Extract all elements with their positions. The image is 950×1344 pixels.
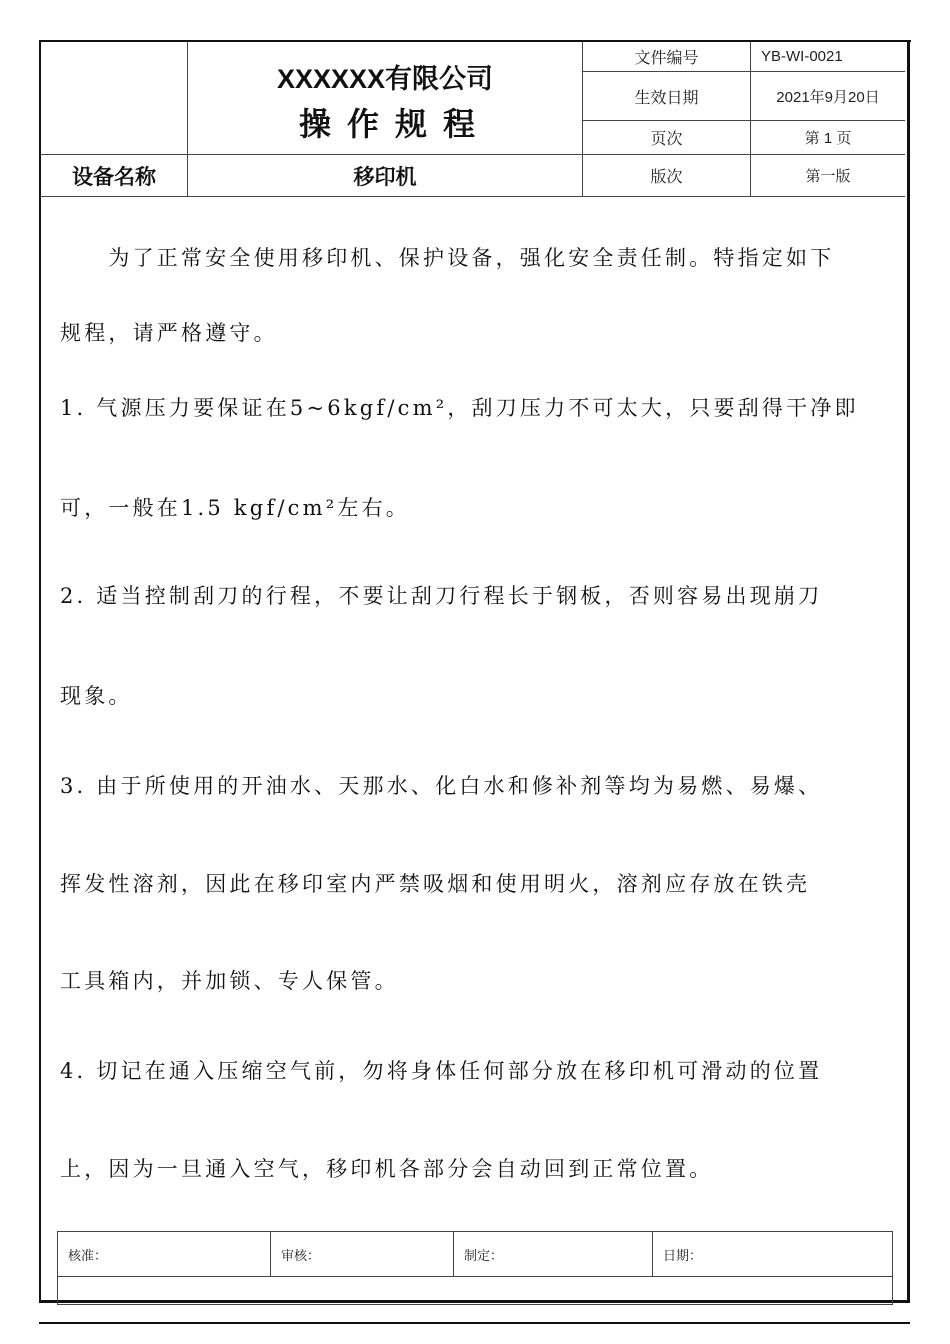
page-value: 第 1 页 — [804, 130, 852, 147]
signoff-row-divider — [58, 1276, 892, 1277]
procedure-intro-line: 为了正常安全使用移印机、保护设备，强化安全责任制。特指定如下 — [60, 246, 835, 270]
signoff-table — [57, 1231, 893, 1305]
effective-date-value: 2021年9月20日 — [776, 88, 880, 106]
file-number-value: YB-WI-0021 — [761, 48, 843, 65]
procedure-intro-line: 规程，请严格遵守。 — [60, 321, 278, 345]
approve-label: 核准： — [68, 1248, 108, 1264]
procedure-step-line: 2. 适当控制刮刀的行程，不要让刮刀行程长于钢板，否则容易出现崩刀 — [60, 584, 823, 608]
date-label: 日期： — [663, 1248, 703, 1264]
version-label: 版次 — [650, 167, 683, 186]
procedure-step-line: 现象。 — [60, 684, 133, 708]
frame-right-border — [907, 40, 910, 1302]
effective-date-label: 生效日期 — [634, 87, 699, 107]
page-label: 页次 — [650, 129, 683, 148]
prepare-label: 制定： — [464, 1248, 504, 1264]
file-number-label: 文件编号 — [634, 48, 699, 67]
company-name: XXXXXX有限公司 — [276, 63, 494, 94]
procedure-step-line: 工具箱内，并加锁、专人保管。 — [60, 969, 399, 993]
procedure-step-line: 上，因为一旦通入空气，移印机各部分会自动回到正常位置。 — [60, 1157, 714, 1181]
frame-bottom-border-outer — [39, 1322, 910, 1324]
frame-left-border — [39, 40, 41, 1302]
procedure-step-line: 1. 气源压力要保证在5~6kgf/cm²，刮刀压力不可太大，只要刮得干净即 — [60, 396, 859, 420]
procedure-step-line: 4. 切记在通入压缩空气前，勿将身体任何部分放在移印机可滑动的位置 — [60, 1059, 823, 1083]
procedure-step-line: 3. 由于所使用的开油水、天那水、化白水和修补剂等均为易燃、易爆、 — [60, 774, 823, 798]
equipment-name-label: 设备名称 — [72, 164, 156, 189]
document-title: 操作规程 — [298, 105, 491, 143]
procedure-step-line: 可，一般在1.5 kgf/cm²左右。 — [60, 496, 410, 520]
procedure-step-line: 挥发性溶剂，因此在移印室内严禁吸烟和使用明火，溶剂应存放在铁壳 — [60, 872, 811, 896]
version-value: 第一版 — [805, 168, 851, 185]
equipment-name-value: 移印机 — [353, 164, 417, 189]
logo-cell — [41, 42, 187, 154]
review-label: 审核： — [281, 1248, 321, 1264]
document-header-table — [41, 42, 905, 197]
